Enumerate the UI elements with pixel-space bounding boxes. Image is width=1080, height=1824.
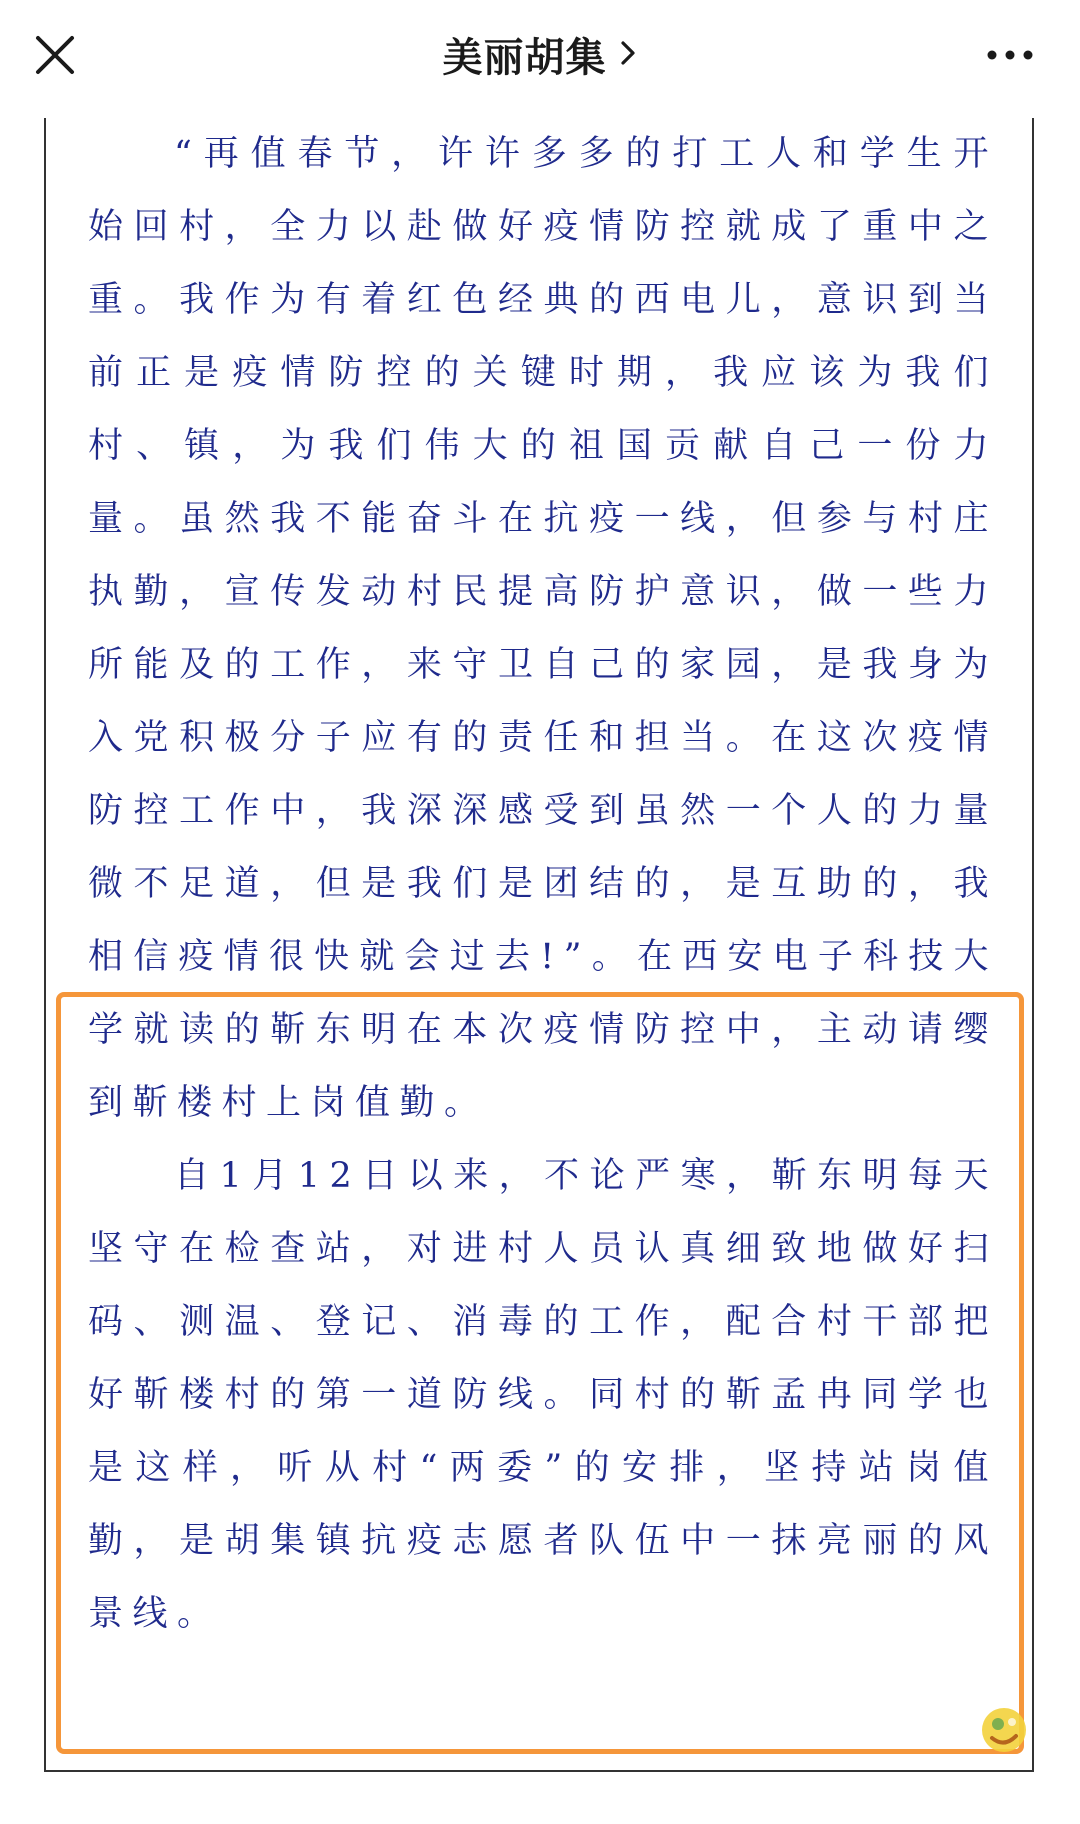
article-paragraph-2: 自1月12日以来，不论严寒，靳东明每天坚守在检查站，对进村人员认真细致地做好扫码、测温、登记、消毒的工作，配合村干部把好靳楼村的第一道防线。同村的靳孟冉同学也是这样，听从村“两委”的安排，坚持站岗值勤，是胡集镇抗疫志愿者队伍中一抹亮丽的风景线。 bbox=[88, 1156, 998, 1634]
chevron-right-icon[interactable] bbox=[618, 38, 638, 72]
title-area bbox=[0, 26, 1080, 86]
top-bar bbox=[0, 0, 1080, 118]
orange-highlight-box bbox=[56, 992, 1024, 1754]
more-dots-icon bbox=[980, 38, 1040, 72]
account-title[interactable]: 美丽胡集 bbox=[442, 35, 607, 81]
sticker-badge-icon bbox=[978, 1702, 1030, 1758]
more-options-button[interactable] bbox=[980, 38, 1040, 72]
article-paragraph-1: “再值春节，许许多多的打工人和学生开始回村，全力以赴做好疫情防控就成了重中之重。我作为有着红色经典的西电儿，意识到当前正是疫情防控的关键时期，我应该为我们村、镇，为我们伟大的祖国贡献自己一份力量。虽然我不能奋斗在抗疫一线，但参与村庄执勤，宣传发动村民提高防护意识，做一些力所能及的工作，来守卫自己的家园，是我身为入党积极分子应有的责任和担当。在这次疫情防控工作中，我深深感受到虽然一个人的力量微不足道，但是我们是团结的，是互助的，我相信疫情很快就会过去!”。在西安电子科技大学就读的靳东明在本次疫情防控中，主动请缨到靳楼村上岗值勤。 bbox=[88, 134, 998, 1123]
